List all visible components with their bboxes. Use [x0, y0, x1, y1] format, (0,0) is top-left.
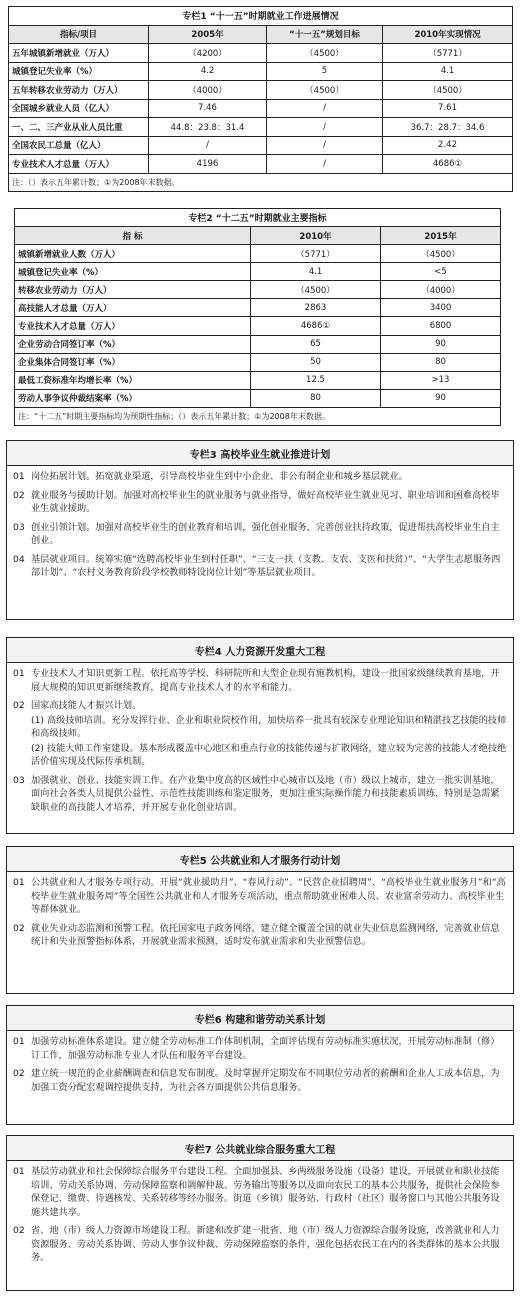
row-label: 企业劳动合同签订率（%）	[15, 335, 251, 353]
cell: （4500）	[267, 44, 383, 63]
cell: 36.7：28.7：34.6	[383, 118, 513, 137]
box-title: 专栏6 构建和谐劳动关系计划	[7, 1006, 513, 1031]
item-text: 就业失业动态监测和预警工程。依托国家电子政务网络，建立健全覆盖全国的就业失业信息监测网络，完善就业信息统计和失业预警指标体系，开展就业需求预测，适时发布就业需求和失业预警信息。	[31, 922, 500, 947]
item-text: 国家高技能人才振兴计划。	[31, 700, 142, 711]
item-text: 岗位拓展计划。拓宽就业渠道，引导高校毕业生到中小企业、非公有制企业和城乡基层就业。	[31, 471, 408, 482]
cell: 3400	[381, 299, 501, 317]
list-item	[13, 699, 507, 769]
item-number: 02	[13, 922, 25, 934]
row-label: 城镇登记失业率（%）	[9, 62, 149, 81]
sub-item: (1) 高级技师培训。充分发挥行业、企业和职业院校作用，加快培养一批具有较深专业理论知识和精湛技艺技能的技师和高级技师。	[31, 714, 507, 739]
box-title: 专栏5 公共就业和人才服务行动计划	[7, 847, 513, 872]
item-text: 创业引领计划。加强对高校毕业生的创业教育和培训，强化创业服务，完善创业扶持政策，促进帮扶高校毕业生自主创业。	[31, 521, 500, 546]
box-title: 专栏4 人力资源开发重大工程	[7, 638, 513, 663]
item-text: 加强劳动标准体系建设。建立健全劳动标准工作体制机制，全面评估现有劳动标准实施状况，开展劳动标准制（修）订工作，加强劳动标准专业人才队伍和服务平台建设。	[31, 1036, 500, 1061]
cell: 4.1	[251, 263, 381, 281]
table-row	[9, 136, 513, 155]
item-text: 专业技术人才知识更新工程。依托高等学校、科研院所和大型企业现有施教机构，建设一批国家级继续教育基地，开展大规模的知识更新继续教育，提高专业技术人才的水平和能力。	[31, 668, 500, 693]
list-item	[13, 470, 507, 484]
table2-header: 2010年	[251, 227, 381, 245]
cell: （4500）	[383, 81, 513, 100]
table-row	[15, 353, 501, 371]
item-number: 01	[13, 471, 25, 482]
cell: （4000）	[381, 281, 501, 299]
cell: （4200）	[149, 44, 267, 63]
cell: /	[267, 118, 383, 137]
item-number: 01	[13, 1166, 25, 1177]
cell: 90	[381, 335, 501, 353]
cell: 90	[381, 389, 501, 407]
table1-header: 2010年实现情况	[383, 25, 513, 44]
row-label: 最低工资标准年均增长率（%）	[15, 371, 251, 389]
table1-title: 专栏1 “十一五”时期就业工作进展情况	[9, 7, 513, 26]
cell: （4500）	[267, 81, 383, 100]
list-item	[13, 1165, 507, 1219]
cell: <5	[381, 263, 501, 281]
cell: 2863	[251, 299, 381, 317]
row-label: 五年转移农业劳动力（万人）	[9, 81, 149, 100]
table-row	[15, 317, 501, 335]
cell: /	[267, 99, 383, 118]
table-row	[9, 99, 513, 118]
table-row	[9, 62, 513, 81]
table-row	[15, 263, 501, 281]
list-item	[13, 876, 507, 917]
table2-header: 2015年	[381, 227, 501, 245]
table-row	[15, 389, 501, 407]
list-item	[13, 774, 507, 815]
table2-note: 注：“十二五”时期主要指标均为预期性指标；（）表示五年累计数；①为2008年末数据。	[15, 407, 501, 425]
item-text: 基层劳动就业和社会保障综合服务平台建设工程。全面加强县、乡两级服务设施（设备）建设，开展就业和职业技能培训、劳动关系协调、劳动保障监察和调解仲裁、劳务输出等服务以及面向农民工的基本公共服务，提供社会保险参保登记、缴费、待遇核发、关系转移等经办服务。街道（乡镇）服务站、行政村（社区）服务窗口与其他公共服务设施共建共享。	[31, 1166, 500, 1218]
cell: 4.2	[149, 62, 267, 81]
cell: 12.5	[251, 371, 381, 389]
table-row	[15, 299, 501, 317]
row-label: 专业技术人才总量（万人）	[9, 155, 149, 174]
table2-title: 专栏2 “十二五”时期就业主要指标	[15, 209, 501, 227]
item-text: 加强就业、创业、技能实训工作。在产业集中度高的区域性中心城市以及地（市）级以上城市，建立一批实训基地，面向社会各类人员提供公益性、示范性技能训练和鉴定服务，更加注重实际操作能力和技能素质训练，特别是急需紧缺职业的高技能人才培养，并开展专业化创业培训。	[31, 774, 500, 813]
list-item	[13, 553, 507, 580]
cell: 7.61	[383, 99, 513, 118]
item-number: 02	[13, 489, 25, 501]
item-text: 建立统一规范的企业薪酬调查和信息发布制度。及时掌握并定期发布不同职位劳动者的薪酬和企业人工成本信息，为加强工资分配宏观调控提供支持，为社会各方面提供公共信息服务。	[31, 1068, 500, 1093]
cell: （4000）	[149, 81, 267, 100]
row-label: 高技能人才总量（万人）	[15, 299, 251, 317]
table1-note: 注：（）表示五年累计数；①为2008年末数据。	[9, 173, 513, 192]
item-number: 01	[13, 877, 25, 888]
table-row	[9, 118, 513, 137]
table-row	[9, 81, 513, 100]
list-item	[13, 521, 507, 548]
box-integrated-services	[6, 1135, 514, 1291]
cell: /	[267, 155, 383, 174]
row-label: 劳动人事争议仲裁结案率（%）	[15, 389, 251, 407]
item-number: 02	[13, 1225, 25, 1236]
sub-item: (2) 技能大师工作室建设。基本形成覆盖中心地区和重点行业的技能传递与扩散网络，建立较为完善的技能人才绝技绝活价值实现及代际传承机制。	[31, 742, 507, 767]
item-number: 02	[13, 1068, 25, 1079]
table-row	[15, 371, 501, 389]
list-item	[13, 1035, 507, 1062]
row-label: 企业集体合同签订率（%）	[15, 353, 251, 371]
cell: （5771）	[383, 44, 513, 63]
box-title: 专栏7 公共就业综合服务重大工程	[7, 1136, 513, 1161]
table1-header: 2005年	[149, 25, 267, 44]
table-row	[15, 281, 501, 299]
list-item	[13, 667, 507, 694]
table-12th-five-year	[14, 208, 501, 426]
cell: 80	[381, 353, 501, 371]
cell: 7.46	[149, 99, 267, 118]
cell: 65	[251, 335, 381, 353]
cell: 4686①	[383, 155, 513, 174]
box-labor-relations	[6, 1005, 514, 1125]
cell: （4500）	[381, 245, 501, 263]
table-row	[15, 335, 501, 353]
list-item	[13, 489, 507, 516]
cell: >13	[381, 371, 501, 389]
table-11th-five-year	[8, 6, 513, 192]
table-row	[15, 245, 501, 263]
cell: 5	[267, 62, 383, 81]
row-label: 城镇新增就业人数（万人）	[15, 245, 251, 263]
row-label: 专业技术人才总量（万人）	[15, 317, 251, 335]
cell: 80	[251, 389, 381, 407]
item-text: 公共就业和人才服务专项行动。开展“就业援助月”、“春风行动”、“民营企业招聘周”、“高校毕业生就业服务月”和“高校毕业生就业服务周”等全国性公共就业和人才服务专项活动，重点帮助就业困难人员、农业富余劳动力、高校毕业生等群体就业。	[31, 877, 506, 915]
cell: 2.42	[383, 136, 513, 155]
table1-header: 指标/项目	[9, 25, 149, 44]
box-hr-development	[6, 637, 514, 834]
item-text: 省、地（市）级人力资源市场建设工程。新建和改扩建一批省、地（市）级人力资源综合服务设施，改善就业和人力资源服务、劳动关系协调、劳动人事争议仲裁、劳动保障监察的条件，强化包括农民工在内的各类群体的基本公共服务。	[31, 1225, 500, 1263]
row-label: 转移农业劳动力（万人）	[15, 281, 251, 299]
table-row	[9, 44, 513, 63]
box-title: 专栏3 高校毕业生就业推进计划	[7, 441, 513, 466]
item-text: 就业服务与援助计划。加强对高校毕业生的就业服务与就业指导，做好高校毕业生就业见习、职业培训和困难高校毕业生就业援助。	[31, 489, 500, 514]
item-number: 01	[13, 1036, 25, 1047]
cell: 50	[251, 353, 381, 371]
row-label: 全国城乡就业人员（亿人）	[9, 99, 149, 118]
row-label: 城镇登记失业率（%）	[15, 263, 251, 281]
cell: 44.8：23.8：31.4	[149, 118, 267, 137]
row-label: 全国农民工总量（亿人）	[9, 136, 149, 155]
item-number: 03	[13, 774, 25, 786]
row-label: 一、二、三产业从业人员比重	[9, 118, 149, 137]
table2-header: 指 标	[15, 227, 251, 245]
item-text: 基层就业项目。统筹实施“选聘高校毕业生到村任职”、“三支一扶（支教、支农、支医和扶贫）”、“大学生志愿服务西部计划”、“农村义务教育阶段学校教师特设岗位计划”等基层就业项目。	[31, 553, 501, 578]
cell: （5771）	[251, 245, 381, 263]
cell: （4500）	[251, 281, 381, 299]
box-graduate-employment	[6, 440, 514, 620]
item-number: 01	[13, 668, 25, 679]
table-row	[9, 155, 513, 174]
table1-header: “十一五”规划目标	[267, 25, 383, 44]
list-item	[13, 1067, 507, 1094]
box-public-employment-services	[6, 846, 514, 994]
cell: 4686①	[251, 317, 381, 335]
row-label: 五年城镇新增就业（万人）	[9, 44, 149, 63]
list-item	[13, 1224, 507, 1265]
list-item	[13, 922, 507, 949]
item-number: 03	[13, 521, 25, 533]
cell: 6800	[381, 317, 501, 335]
item-number: 02	[13, 700, 25, 711]
item-number: 04	[13, 553, 25, 565]
cell: /	[267, 136, 383, 155]
cell: /	[149, 136, 267, 155]
cell: 4.1	[383, 62, 513, 81]
cell: 4196	[149, 155, 267, 174]
